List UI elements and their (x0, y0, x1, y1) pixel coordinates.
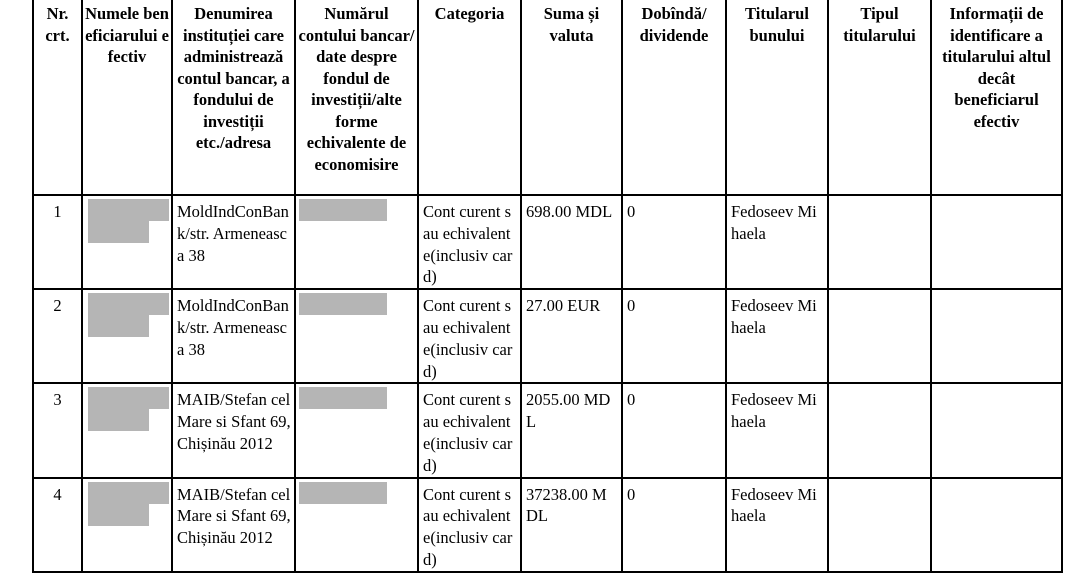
header-nr: Nr. crt. (33, 0, 82, 195)
cell-holder: Fedoseev Mihaela (726, 195, 828, 289)
table-header-row (33, 0, 1062, 195)
cell-amount: 2055.00 MDL (521, 383, 622, 477)
cell-account (295, 478, 418, 572)
cell-beneficiary (82, 289, 172, 383)
table-row (33, 478, 1062, 572)
cell-beneficiary (82, 383, 172, 477)
cell-beneficiary (82, 478, 172, 572)
redaction-block (88, 315, 149, 337)
redaction-block (88, 221, 149, 243)
header-amount: Suma și valuta (521, 0, 622, 195)
header-holder-info: Informații de identificare a titularului altul decât beneficiarul efectiv (931, 0, 1062, 195)
header-institution: Denumirea instituției care administrează contul bancar, a fondului de investiții etc./adresa (172, 0, 295, 195)
cell-holder-type (828, 478, 931, 572)
header-holder-type: Tipul titularului (828, 0, 931, 195)
cell-beneficiary (82, 195, 172, 289)
cell-amount: 27.00 EUR (521, 289, 622, 383)
cell-category: Cont curent sau echivalente(inclusiv card) (418, 383, 521, 477)
cell-category: Cont curent sau echivalente(inclusiv card) (418, 195, 521, 289)
redaction-block (88, 482, 169, 504)
cell-institution: MoldIndConBank/str. Armeneasca 38 (172, 289, 295, 383)
header-account: Numărul contului bancar/ date despre fondul de investiții/alte forme echivalente de economisire (295, 0, 418, 195)
cell-holder-info (931, 383, 1062, 477)
redaction-block (299, 199, 387, 221)
cell-holder-type (828, 195, 931, 289)
cell-holder: Fedoseev Mihaela (726, 289, 828, 383)
table-row (33, 195, 1062, 289)
redaction-block (88, 199, 169, 221)
bank-accounts-table (32, 0, 1063, 573)
table-row (33, 289, 1062, 383)
cell-interest: 0 (622, 289, 726, 383)
redaction-block (88, 504, 149, 526)
cell-category: Cont curent sau echivalente(inclusiv card) (418, 478, 521, 572)
header-interest: Dobîndă/ dividende (622, 0, 726, 195)
redaction-block (88, 293, 169, 315)
header-category: Categoria (418, 0, 521, 195)
cell-category: Cont curent sau echivalente(inclusiv card) (418, 289, 521, 383)
cell-account (295, 195, 418, 289)
cell-holder-info (931, 478, 1062, 572)
cell-interest: 0 (622, 478, 726, 572)
cell-interest: 0 (622, 383, 726, 477)
cell-institution: MoldIndConBank/str. Armeneasca 38 (172, 195, 295, 289)
cell-holder-info (931, 195, 1062, 289)
table-row (33, 383, 1062, 477)
cell-amount: 37238.00 MDL (521, 478, 622, 572)
redaction-block (299, 293, 387, 315)
cell-nr: 3 (33, 383, 82, 477)
cell-holder-type (828, 383, 931, 477)
cell-account (295, 289, 418, 383)
cell-nr: 1 (33, 195, 82, 289)
cell-account (295, 383, 418, 477)
cell-nr: 2 (33, 289, 82, 383)
cell-institution: MAIB/Stefan cel Mare si Sfant 69, Chișinău 2012 (172, 478, 295, 572)
cell-holder-info (931, 289, 1062, 383)
header-holder: Titularul bunului (726, 0, 828, 195)
redaction-block (299, 387, 387, 409)
cell-holder-type (828, 289, 931, 383)
header-beneficiary: Numele beneficiarului efectiv (82, 0, 172, 195)
cell-amount: 698.00 MDL (521, 195, 622, 289)
redaction-block (88, 387, 169, 409)
cell-interest: 0 (622, 195, 726, 289)
cell-nr: 4 (33, 478, 82, 572)
redaction-block (299, 482, 387, 504)
cell-institution: MAIB/Stefan cel Mare si Sfant 69, Chișinău 2012 (172, 383, 295, 477)
cell-holder: Fedoseev Mihaela (726, 383, 828, 477)
cell-holder: Fedoseev Mihaela (726, 478, 828, 572)
redaction-block (88, 409, 149, 431)
